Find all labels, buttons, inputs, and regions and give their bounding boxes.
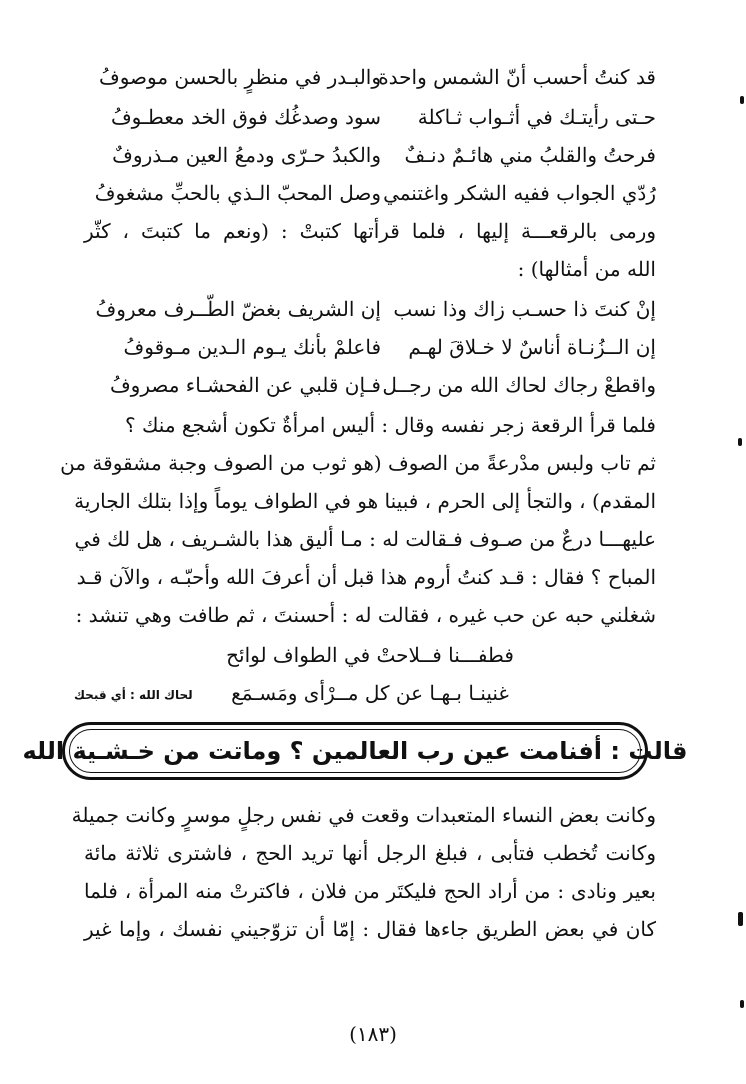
paragraph-line: عليهـــا درعٌ من صـوف فـقالت له : مـا أليق هذا بالشـريف ، هل لك في [74, 527, 656, 551]
verse-6-first-hemistich: إن الــزُنـاة أناسٌ لا خـلاقَ لهـم [408, 335, 656, 359]
verse-2-second-hemistich: سود وصدغُك فوق الخد معطـوفُ [110, 105, 381, 129]
paragraph-line: وكانت بعض النساء المتعبدات وقعت في نفس رجلٍ موسرٍ وكانت جميلة [71, 803, 656, 827]
verse-5-first-hemistich: إنْ كنتَ ذا حسـب زاك وذا نسب [393, 297, 656, 321]
page-number: (١٨٣) [349, 1022, 397, 1046]
verse-5-second-hemistich: إن الشريف بغضّ الطّــرف معروفُ [95, 297, 381, 321]
verse-2-first-hemistich: حـتى رأيتـك في أثـواب ثـاكلة [417, 105, 656, 129]
verse-4-second-hemistich: وصل المحبّ الـذي بالحبِّ مشغوفُ [94, 181, 381, 205]
verse-3-first-hemistich: فرحتُ والقلبُ مني هائـمٌ دنـفٌ [404, 143, 656, 167]
scan-mark [738, 912, 743, 926]
paragraph-line: كان في بعض الطريق جاءها فقال : إمّا أن تزوّجيني نفسك ، وإما غير [84, 917, 656, 941]
scan-mark [740, 1000, 744, 1008]
centered-verse: فطفـــنا فــلاحتْ في الطواف لوائح [226, 643, 514, 667]
scan-mark [738, 438, 742, 446]
paragraph-line: بعير ونادى : من أراد الحج فليكتَر من فلان ، فاكترتْ منه المرأة ، فلما [84, 879, 656, 903]
paragraph-line: شغلني حبه عن حب غيره ، فقالت له : أحسنتَ ، ثم طافت وهي تنشد : [75, 603, 656, 627]
verse-7-second-hemistich: فـإن قلبي عن الفحشـاء مصروفُ [109, 373, 381, 397]
paragraph-line: المقدم) ، والتجأ إلى الحرم ، فبينا هو في الطواف يوماً وإذا بتلك الجارية [74, 489, 656, 513]
verse-1-first-hemistich: قد كنتُ أحسب أنّ الشمس واحدة [378, 65, 656, 89]
paragraph-line: وكانت تُخطب فتأبى ، فبلغ الرجل أنها تريد الحج ، فاشترى ثلاثة مائة [84, 841, 656, 865]
verse-7-first-hemistich: واقطعْ رجاك لحاك الله من رجــل [382, 373, 656, 397]
inline-footnote: لحاك الله : أي قبحك [74, 688, 193, 702]
paragraph-line: فلما قرأ الرقعة زجر نفسه وقال : أليس امرأةٌ تكون أشجع منك ؟ [124, 413, 656, 437]
scan-mark [740, 96, 744, 104]
verse-6-second-hemistich: فاعلمْ بأنك يـوم الـدين مـوقوفُ [123, 335, 381, 359]
paragraph-line: المباح ؟ فقال : قـد كنتُ أروم هذا قبل أن أعرفَ الله وأحبّـه ، والآن قـد [76, 565, 656, 589]
paragraph-line: ورمى بالرقعـــة إليها ، فلما قرأتها كتبتْ : (ونعم ما كتبتَ ، كثّر [84, 219, 656, 243]
paragraph-line: الله من أمثالها) : [517, 257, 656, 281]
centered-verse: غنينـا بـهـا عن كل مــرْأى ومَسـمَع [231, 681, 509, 705]
verse-4-first-hemistich: رُدّي الجواب ففيه الشكر واغتنمي [383, 181, 656, 205]
verse-3-second-hemistich: والكبدُ حـرّى ودمعُ العين مـذروفٌ [112, 143, 381, 167]
section-heading: قالت : أفنامت عين رب العالمين ؟ وماتت من خـشـية الله [22, 737, 688, 765]
verse-1-second-hemistich: والبـدر في منظرٍ بالحسن موصوفُ [98, 65, 381, 89]
section-heading-frame [22, 722, 688, 780]
paragraph-line: ثم تاب ولبس مدْرعةً من الصوف (هو ثوب من الصوف وجبة مشقوقة من [60, 451, 656, 475]
